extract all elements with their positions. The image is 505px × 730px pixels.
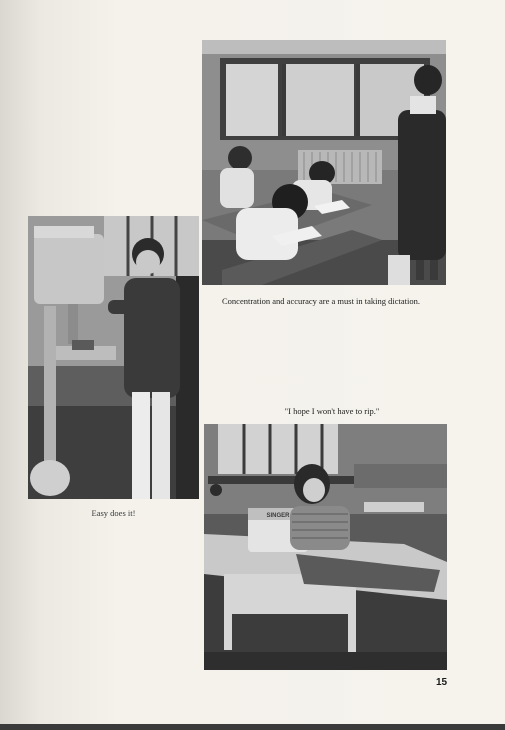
photo-drill-press bbox=[28, 216, 199, 499]
photo-sewing bbox=[204, 424, 447, 670]
caption-drill-press: Easy does it! bbox=[91, 508, 136, 518]
page-number: 15 bbox=[436, 677, 448, 688]
page-bottom-edge bbox=[0, 724, 505, 730]
photo-dictation-image bbox=[202, 40, 446, 285]
photo-sewing-image bbox=[204, 424, 447, 670]
photo-dictation-class bbox=[202, 40, 446, 285]
caption-sewing: "I hope I won't have to rip." bbox=[284, 406, 380, 416]
caption-dictation: Concentration and accuracy are a must in taking dictation. bbox=[222, 296, 421, 306]
sewing-machine-brand: SINGER bbox=[266, 513, 290, 519]
photo-drill-press-image bbox=[28, 216, 199, 499]
